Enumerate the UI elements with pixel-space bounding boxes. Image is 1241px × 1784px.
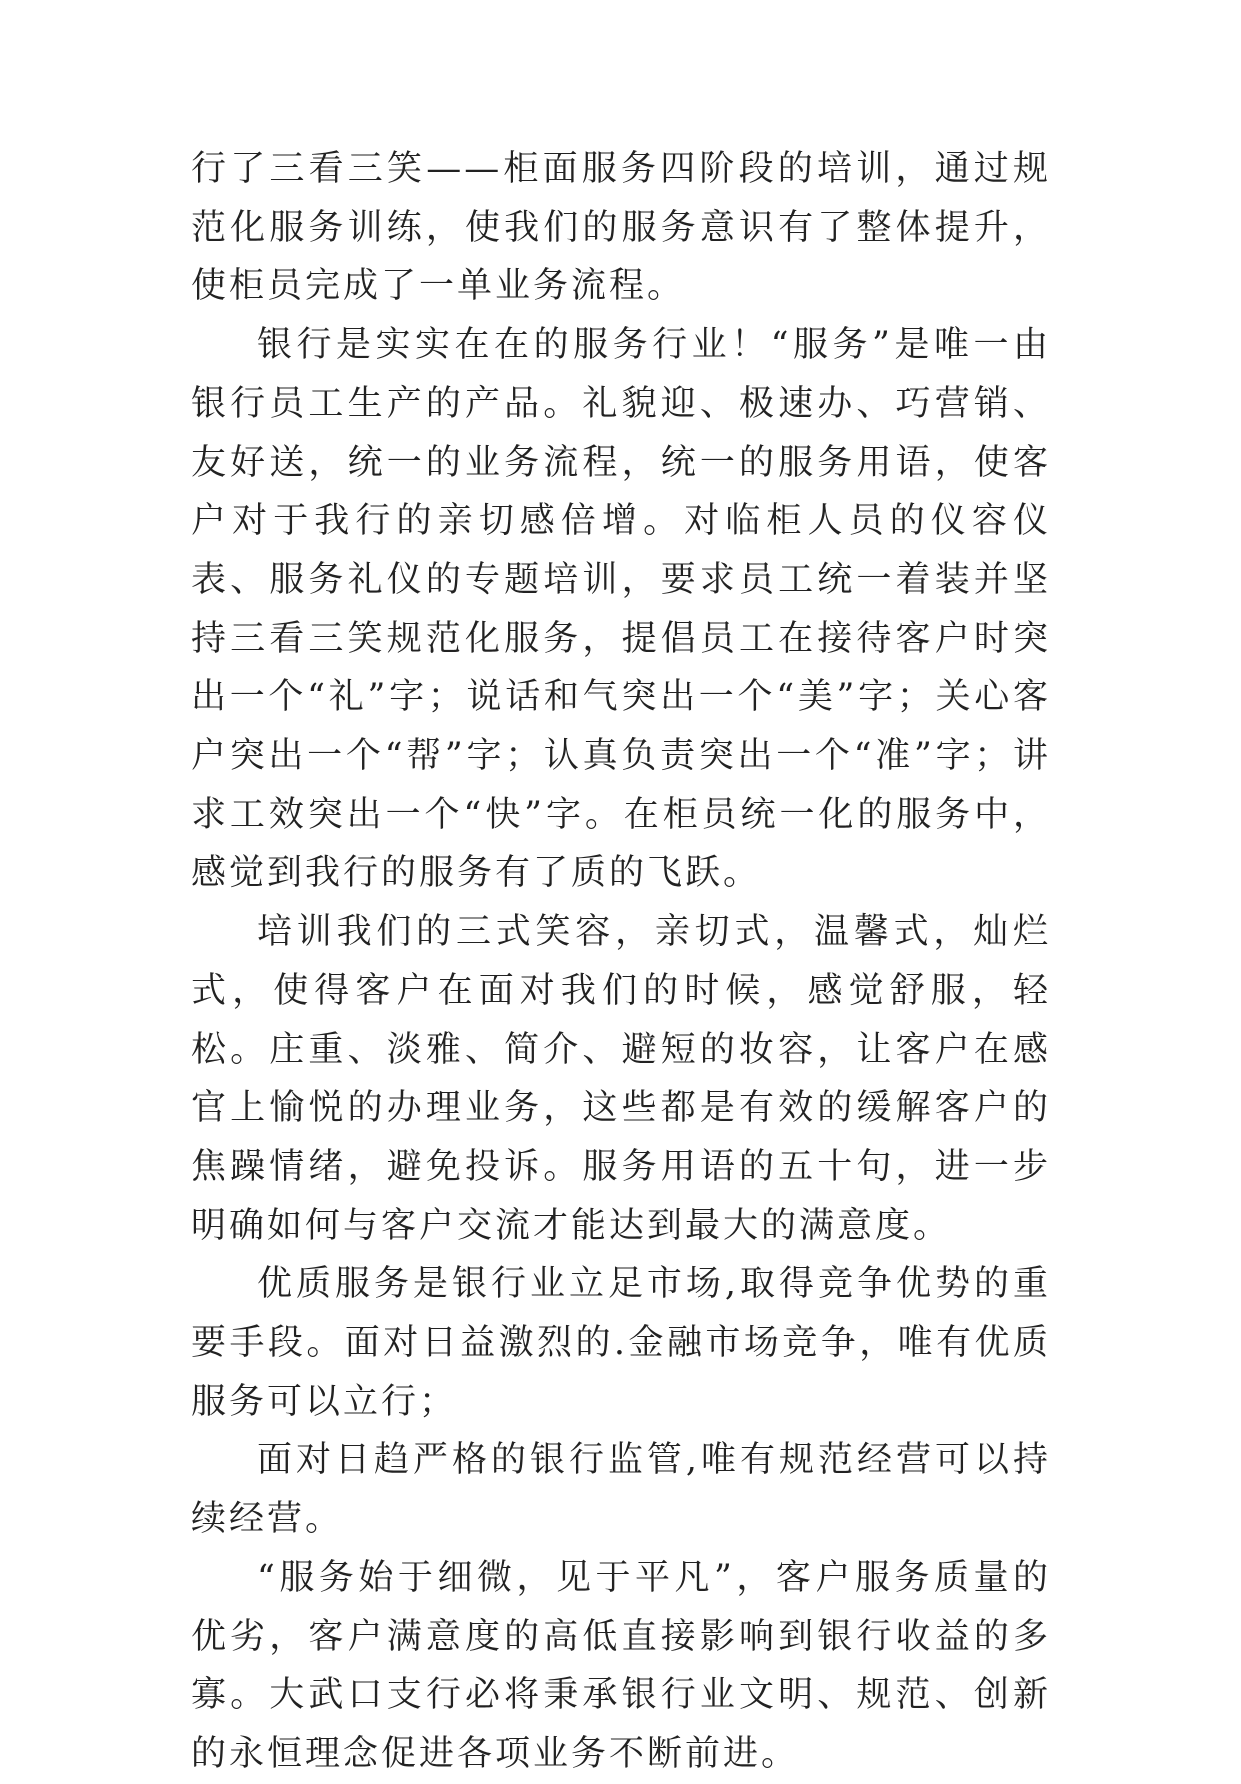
paragraph-service-industry: 银行是实实在在的服务行业！“服务”是唯一由银行员工生产的产品。礼貌迎、极速办、巧营销、友好送，统一的业务流程，统一的服务用语，使客户对于我行的亲切感倍增。对临柜人员的仪容仪表、服务礼仪的专题培训，要求员工统一着装并坚持三看三笑规范化服务，提倡员工在接待客户时突出一个“礼”字；说话和气突出一个“美”字；关心客户突出一个“帮”字；认真负责突出一个“准”字；讲求工效突出一个“快”字。在柜员统一化的服务中，感觉到我行的服务有了质的飞跃。	[191, 325, 1051, 894]
paragraph-regulation: 面对日趋严格的银行监管,唯有规范经营可以持续经营。	[191, 1440, 1051, 1540]
paragraph-quality-service: 优质服务是银行业立足市场,取得竞争优势的重要手段。面对日益激烈的.金融市场竞争，唯有优质服务可以立行；	[191, 1264, 1051, 1422]
paragraph-conclusion: “服务始于细微，见于平凡”，客户服务质量的优劣，客户满意度的高低直接影响到银行收益的多寡。大武口支行必将秉承银行业文明、规范、创新的永恒理念促进各项业务不断前进。	[191, 1557, 1051, 1774]
paragraph-smile-training: 培训我们的三式笑容，亲切式，温馨式，灿烂式，使得客户在面对我们的时候，感觉舒服，轻松。庄重、淡雅、简介、避短的妆容，让客户在感官上愉悦的办理业务，这些都是有效的缓解客户的焦躁情绪，避免投诉。服务用语的五十句，进一步明确如何与客户交流才能达到最大的满意度。	[191, 912, 1051, 1246]
document-page	[191, 140, 1051, 1784]
paragraph-continued: 行了三看三笑——柜面服务四阶段的培训，通过规范化服务训练，使我们的服务意识有了整体提升，使柜员完成了一单业务流程。	[191, 149, 1051, 307]
